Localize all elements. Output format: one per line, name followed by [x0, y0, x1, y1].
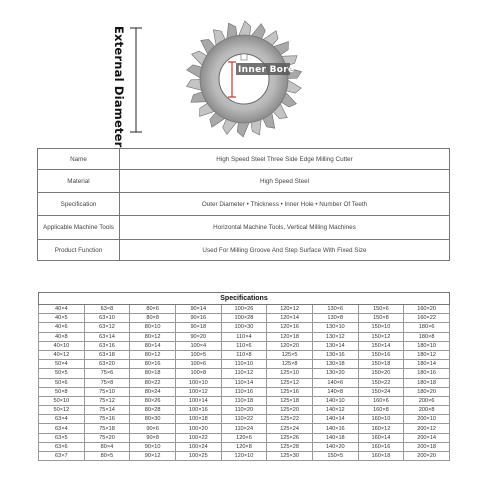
table-cell: 63×6 [39, 442, 85, 451]
row-value: Horizontal Machine Tools, Vertical Milling Machines [120, 216, 450, 240]
inner-bore [219, 54, 269, 104]
table-cell: 150×6 [358, 305, 404, 314]
table-cell: 160×8 [358, 406, 404, 415]
table-cell: 130×10 [312, 323, 358, 332]
table-cell: 90×18 [175, 323, 221, 332]
table-cell: 150×8 [358, 314, 404, 323]
table-cell: 125×18 [267, 396, 313, 405]
table-cell: 110×10 [221, 360, 267, 369]
table-cell: 160×22 [404, 314, 450, 323]
table-row [39, 314, 450, 323]
table-cell: 130×14 [312, 341, 358, 350]
table-cell: 90×16 [175, 314, 221, 323]
product-info-table [37, 148, 450, 261]
table-cell: 100×20 [175, 424, 221, 433]
table-cell: 40×4 [39, 305, 85, 314]
table-cell: 75×14 [84, 406, 130, 415]
table-cell: 150×16 [358, 350, 404, 359]
table-cell: 110×18 [221, 396, 267, 405]
table-cell: 140×10 [312, 396, 358, 405]
table-cell: 90×14 [175, 305, 221, 314]
table-cell: 160×16 [358, 442, 404, 451]
table-row [38, 170, 450, 193]
row-key: Name [38, 149, 120, 170]
table-cell: 80×12 [130, 332, 176, 341]
table-cell: 140×20 [312, 442, 358, 451]
table-cell: 200×8 [404, 406, 450, 415]
table-cell: 110×8 [221, 350, 267, 359]
table-cell: 100×12 [175, 387, 221, 396]
table-cell: 100×28 [221, 314, 267, 323]
table-cell: 180×20 [404, 387, 450, 396]
table-cell: 180×12 [404, 350, 450, 359]
table-cell: 80×6 [130, 305, 176, 314]
table-cell: 50×4 [39, 360, 85, 369]
table-cell: 125×28 [267, 442, 313, 451]
table-cell: 130×8 [312, 314, 358, 323]
table-cell: 140×16 [312, 424, 358, 433]
table-cell: 40×12 [39, 350, 85, 359]
table-cell: 120×6 [221, 433, 267, 442]
table-cell: 130×6 [312, 305, 358, 314]
table-cell: 110×14 [221, 378, 267, 387]
table-cell: 120×18 [267, 332, 313, 341]
table-row [38, 216, 450, 240]
table-cell: 100×18 [175, 415, 221, 424]
table-cell: 100×16 [175, 406, 221, 415]
inner-bore-label: Inner Bore [238, 65, 295, 75]
table-cell: 63×12 [84, 323, 130, 332]
table-cell: 75×8 [84, 378, 130, 387]
table-cell: 125×8 [267, 360, 313, 369]
table-row [39, 341, 450, 350]
table-cell: 180×14 [404, 360, 450, 369]
table-cell: 90×8 [130, 433, 176, 442]
table-cell: 120×16 [267, 323, 313, 332]
table-cell: 125×12 [267, 378, 313, 387]
table-cell: 140×8 [312, 387, 358, 396]
table-cell: 125×22 [267, 415, 313, 424]
table-cell: 50×10 [39, 396, 85, 405]
table-cell: 90×6 [130, 424, 176, 433]
table-cell: 63×8 [84, 305, 130, 314]
table-row [39, 332, 450, 341]
table-cell: 63×7 [39, 452, 85, 461]
table-row [38, 149, 450, 170]
table-cell: 63×16 [84, 341, 130, 350]
table-cell: 160×20 [404, 305, 450, 314]
row-value: High Speed Steel Three Side Edge Milling Cutter [120, 149, 450, 170]
table-cell: 80×10 [130, 323, 176, 332]
table-cell: 110×24 [221, 424, 267, 433]
table-cell: 120×8 [221, 442, 267, 451]
table-cell: 90×12 [130, 452, 176, 461]
table-cell: 90×20 [175, 332, 221, 341]
row-key: Product Function [38, 240, 120, 261]
table-cell: 80×16 [130, 360, 176, 369]
table-cell: 75×20 [84, 433, 130, 442]
table-cell: 125×10 [267, 369, 313, 378]
table-cell: 110×6 [221, 341, 267, 350]
table-row [39, 369, 450, 378]
table-cell: 130×18 [312, 360, 358, 369]
table-row [38, 193, 450, 216]
table-row [39, 406, 450, 415]
table-cell: 125×20 [267, 406, 313, 415]
table-cell: 80×28 [130, 406, 176, 415]
table-cell: 63×10 [84, 314, 130, 323]
table-cell: 130×12 [312, 332, 358, 341]
table-row [39, 424, 450, 433]
table-cell: 140×14 [312, 415, 358, 424]
row-key: Material [38, 170, 120, 193]
table-cell: 50×6 [39, 378, 85, 387]
table-cell: 200×18 [404, 442, 450, 451]
table-cell: 120×10 [221, 452, 267, 461]
table-row [39, 387, 450, 396]
table-cell: 80×18 [130, 369, 176, 378]
table-cell: 50×5 [39, 369, 85, 378]
table-cell: 100×5 [175, 350, 221, 359]
table-cell: 125×5 [267, 350, 313, 359]
table-cell: 150×18 [358, 360, 404, 369]
table-cell: 180×8 [404, 332, 450, 341]
table-cell: 75×16 [84, 415, 130, 424]
table-cell: 110×20 [221, 406, 267, 415]
table-cell: 75×18 [84, 424, 130, 433]
specifications-table [38, 292, 450, 461]
table-cell: 100×6 [175, 360, 221, 369]
keyway [241, 54, 247, 60]
table-cell: 180×6 [404, 323, 450, 332]
table-cell: 63×4 [39, 424, 85, 433]
table-cell: 160×10 [358, 415, 404, 424]
table-cell: 80×22 [130, 378, 176, 387]
table-cell: 100×8 [175, 369, 221, 378]
table-cell: 150×22 [358, 378, 404, 387]
table-row [38, 240, 450, 261]
table-cell: 63×20 [84, 360, 130, 369]
table-cell: 180×18 [404, 378, 450, 387]
table-cell: 180×10 [404, 341, 450, 350]
row-key: Specification [38, 193, 120, 216]
table-cell: 100×25 [175, 452, 221, 461]
table-cell: 200×6 [404, 396, 450, 405]
table-row [39, 452, 450, 461]
table-cell: 80×5 [84, 452, 130, 461]
table-cell: 100×4 [175, 341, 221, 350]
table-cell: 100×10 [175, 378, 221, 387]
table-cell: 140×18 [312, 433, 358, 442]
table-cell: 80×12 [130, 350, 176, 359]
table-cell: 200×10 [404, 415, 450, 424]
table-cell: 150×24 [358, 387, 404, 396]
table-cell: 100×24 [175, 442, 221, 451]
milling-cutter-image [0, 0, 488, 150]
table-cell: 40×6 [39, 323, 85, 332]
table-cell: 200×20 [404, 452, 450, 461]
table-row [39, 433, 450, 442]
table-cell: 160×6 [358, 396, 404, 405]
external-diameter-label: External Diameter [112, 26, 126, 148]
table-cell: 110×4 [221, 332, 267, 341]
table-cell: 50×8 [39, 387, 85, 396]
table-cell: 75×10 [84, 387, 130, 396]
table-cell: 140×12 [312, 406, 358, 415]
table-cell: 80×26 [130, 396, 176, 405]
table-cell: 120×14 [267, 314, 313, 323]
table-cell: 110×16 [221, 387, 267, 396]
row-value: High Speed Steel [120, 170, 450, 193]
table-cell: 180×16 [404, 369, 450, 378]
table-cell: 40×8 [39, 332, 85, 341]
table-row [39, 360, 450, 369]
table-cell: 160×18 [358, 452, 404, 461]
table-cell: 160×14 [358, 433, 404, 442]
table-cell: 130×20 [312, 369, 358, 378]
table-cell: 110×22 [221, 415, 267, 424]
table-cell: 63×14 [84, 332, 130, 341]
table-cell: 125×26 [267, 433, 313, 442]
table-cell: 150×5 [312, 452, 358, 461]
table-cell: 90×10 [130, 442, 176, 451]
table-cell: 100×14 [175, 396, 221, 405]
table-cell: 100×26 [221, 305, 267, 314]
row-key: Applicable Machine Tools [38, 216, 120, 240]
table-cell: 75×12 [84, 396, 130, 405]
table-cell: 75×6 [84, 369, 130, 378]
table-row [39, 415, 450, 424]
table-cell: 150×14 [358, 341, 404, 350]
table-cell: 160×12 [358, 424, 404, 433]
table-cell: 125×16 [267, 387, 313, 396]
table-cell: 120×20 [267, 341, 313, 350]
specifications-title: Specifications [39, 293, 450, 305]
table-cell: 110×12 [221, 369, 267, 378]
table-cell: 130×16 [312, 350, 358, 359]
table-cell: 120×12 [267, 305, 313, 314]
table-cell: 150×10 [358, 323, 404, 332]
table-cell: 125×30 [267, 452, 313, 461]
table-cell: 63×18 [84, 350, 130, 359]
table-cell: 63×4 [39, 415, 85, 424]
table-cell: 150×12 [358, 332, 404, 341]
table-cell: 125×24 [267, 424, 313, 433]
table-cell: 80×30 [130, 415, 176, 424]
table-cell: 80×8 [130, 314, 176, 323]
table-row [39, 396, 450, 405]
table-cell: 100×30 [221, 323, 267, 332]
table-row [39, 305, 450, 314]
table-row [39, 323, 450, 332]
table-cell: 80×24 [130, 387, 176, 396]
table-cell: 40×5 [39, 314, 85, 323]
table-cell: 200×14 [404, 433, 450, 442]
table-row [39, 350, 450, 359]
table-cell: 200×12 [404, 424, 450, 433]
row-value: Used For Milling Groove And Step Surface With Fixed Size [120, 240, 450, 261]
table-cell: 100×22 [175, 433, 221, 442]
table-cell: 50×12 [39, 406, 85, 415]
table-row [39, 378, 450, 387]
table-cell: 40×10 [39, 341, 85, 350]
table-cell: 80×14 [130, 341, 176, 350]
table-row [39, 442, 450, 451]
table-cell: 140×6 [312, 378, 358, 387]
table-cell: 80×4 [84, 442, 130, 451]
row-value: Outer Diameter • Thickness • Inner Hole • Number Of Teeth [120, 193, 450, 216]
table-cell: 63×5 [39, 433, 85, 442]
table-cell: 150×20 [358, 369, 404, 378]
